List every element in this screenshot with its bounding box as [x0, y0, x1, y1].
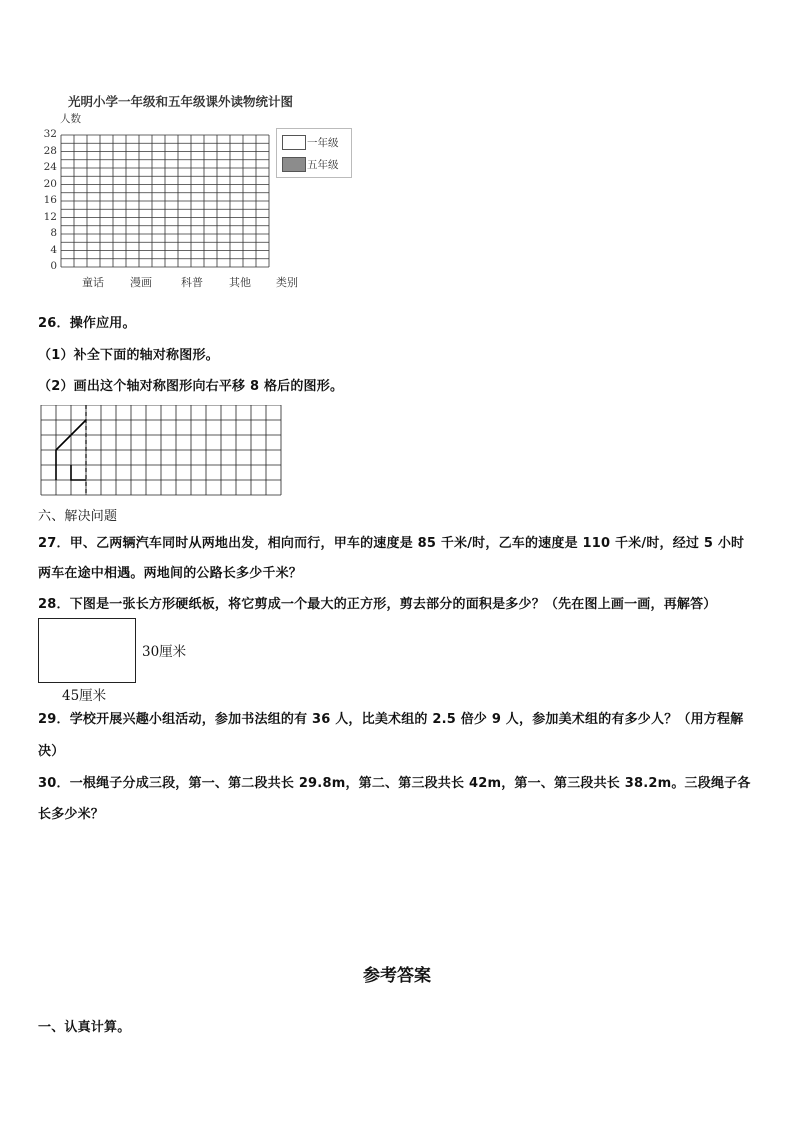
q26-title: 26．操作应用。: [38, 316, 136, 331]
y-tick-label: 24: [43, 161, 57, 173]
legend-label-grade1: 一年级: [307, 137, 339, 149]
q28-line1: 28．下图是一张长方形硬纸板，将它剪成一个最大的正方形，剪去部分的面积是多少？（先在图上画一画，再解答）: [38, 597, 717, 612]
x-category-label: 童话: [82, 276, 104, 289]
q29-line2: 决）: [38, 744, 65, 759]
rectangle-height-label: 30厘米: [142, 644, 187, 660]
q27-line2: 两车在途中相遇。两地间的公路长多少千米？: [38, 566, 303, 581]
answer-heading: 参考答案: [363, 966, 431, 986]
chart-y-axis-label: 人数: [60, 113, 81, 125]
legend-label-grade5: 五年级: [307, 159, 339, 171]
y-tick-label: 0: [50, 260, 57, 272]
legend-swatch-grade5: [282, 157, 306, 172]
x-category-label: 其他: [229, 276, 251, 289]
symmetry-grid-figure: [40, 405, 284, 497]
q26-sub1: （1）补全下面的轴对称图形。: [38, 348, 219, 363]
y-tick-label: 32: [43, 128, 57, 140]
q27-line1: 27．甲、乙两辆汽车同时从两地出发，相向而行，甲车的速度是 85 千米/时，乙车的速度是 110 千米/时，经过 5 小时: [38, 536, 745, 551]
x-category-label: 漫画: [130, 276, 152, 289]
q30-line1: 30．一根绳子分成三段，第一、第二段共长 29.8m，第二、第三段共长 42m，第一、第三段共长 38.2m。三段绳子各: [38, 776, 751, 791]
x-category-label: 科普: [181, 276, 203, 289]
section6-title: 六、解决问题: [38, 509, 118, 524]
rectangle-width-label: 45厘米: [62, 688, 107, 704]
half-figure-lower: [71, 465, 86, 480]
chart-title: 光明小学一年级和五年级课外读物统计图: [68, 94, 294, 109]
answer-section1-title: 一、认真计算。: [38, 1020, 131, 1035]
q26-sub2: （2）画出这个轴对称图形向右平移 8 格后的图形。: [38, 379, 344, 394]
x-axis-label: 类别: [276, 276, 298, 289]
y-tick-label: 16: [43, 194, 57, 206]
y-tick-label: 28: [43, 145, 57, 157]
cardboard-rectangle: [38, 618, 136, 683]
y-tick-label: 20: [43, 178, 57, 190]
q29-line1: 29．学校开展兴趣小组活动，参加书法组的有 36 人，比美术组的 2.5 倍少 9 人，参加美术组的有多少人？（用方程解: [38, 712, 744, 727]
legend-swatch-grade1: [282, 135, 306, 150]
q30-line2: 长多少米？: [38, 807, 105, 822]
chart-legend: [276, 128, 352, 178]
y-tick-label: 4: [50, 244, 57, 256]
y-tick-label: 12: [43, 211, 57, 223]
chart-grid: [60, 134, 270, 268]
y-tick-label: 8: [50, 227, 57, 239]
